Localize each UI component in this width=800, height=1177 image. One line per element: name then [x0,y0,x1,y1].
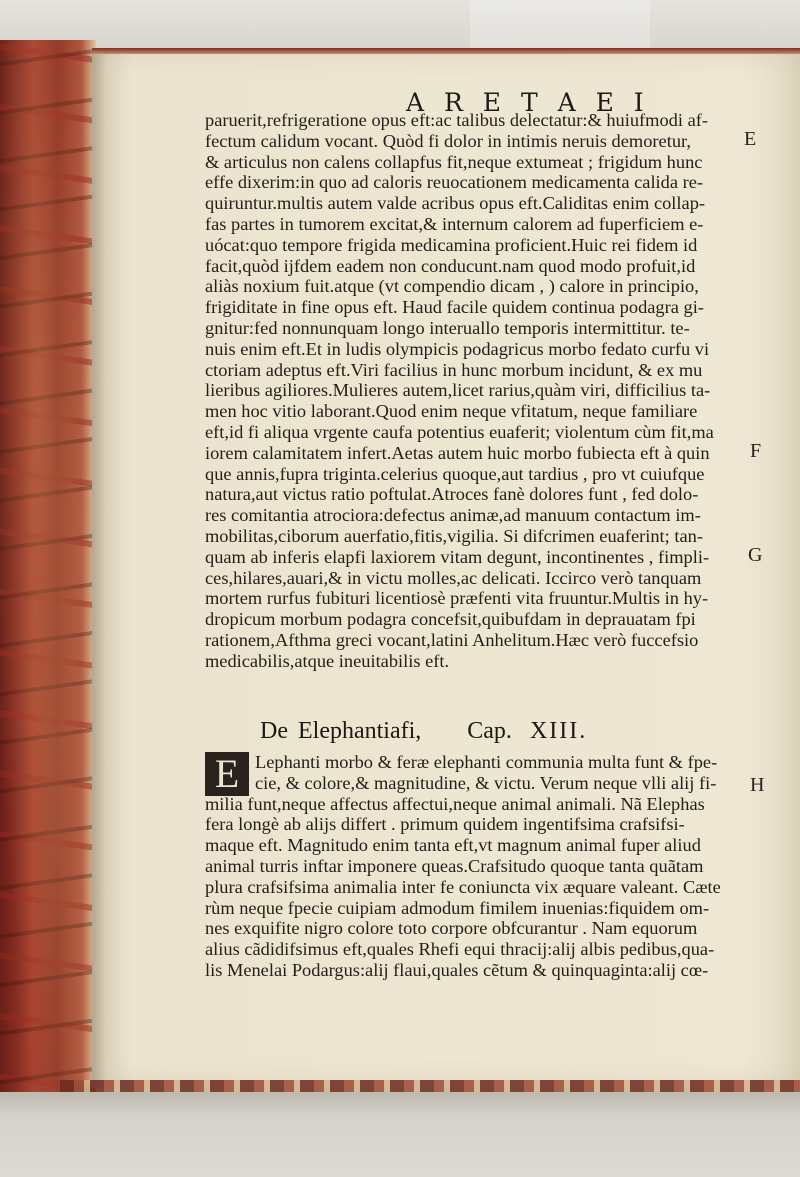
text-line: alius cãdidifsimus eft,quales Rhefi equi thracij:alij albis pedibus,qua- [205,939,715,960]
text-line: men hoc vitio laborant.Quod enim neque vfitatum, neque familiare [205,401,698,422]
margin-letter-f: F [750,440,762,462]
text-line: mobilitas,ciborum auerfatio,fitis,vigilia. Si difcrimen euaferint; tan- [205,525,703,546]
margin-letter-g: G [748,544,763,566]
text-line: effe dixerim:in quo ad caloris reuocationem medicamenta calida re- [205,172,704,193]
chapter-cap-label: Cap. [467,718,512,744]
text-line: lieribus agiliores.Mulieres autem,licet rarius,quàm viri, difficilius ta- [205,380,711,401]
scan-bottom-margin [0,1092,800,1177]
text-line: iorem calamitatem infert.Aetas autem huic morbo fubiecta eft à quin [205,442,710,463]
scan-top-margin [0,0,800,52]
chapter-number: XIII. [529,718,588,744]
text-line: que annis,fupra triginta.celerius quoque,aut tardius , pro vt cuiufque [205,463,705,484]
book-bottom-edge [60,1080,800,1092]
text-line: nes exquifite nigro colore toto corpore obfcurantur . Nam equorum [205,918,698,939]
text-line: fas partes in tumorem excitat,& internum calorem ad fuperficiem e- [205,213,704,234]
text-line: cie, & colore,& magnitudine, & victu. Verum neque vlli alij fi- [255,772,717,793]
chapter-title: De Elephantiafi, [260,718,422,744]
text-line: mortem rurfus fubituri licentiosè præfenti vita fruuntur.Multis in hy- [205,588,709,609]
text-line: plura crafsifsima animalia inter fe coniuncta vix æquare valeant. Cæte [205,876,721,897]
text-line: dropicum morbum podagra concefsit,quibufdam in deprauatam fpi [205,609,696,630]
chapter-text-block [205,752,735,981]
text-line: milia funt,neque affectus affectui,neque animal animali. Nã Elephas [205,793,705,814]
text-line: natura,aut victus ratio poftulat.Atroces fanè dolores funt , fed dolo- [205,484,699,505]
drop-capital: E [205,752,249,796]
text-line: gnitur:fed nonnunquam longo interuallo temporis intermittitur. te- [205,317,690,338]
text-line: & articulus non calens collapfus fit,neque extumeat ; frigidum hunc [205,151,703,172]
running-head: A R E T A E I [406,88,650,117]
paste-mark [470,0,650,52]
margin-letter-h: H [750,774,765,796]
text-line: Lephanti morbo & feræ elephanti communia multa funt & fpe- [255,752,718,772]
page-top-edge [92,48,800,54]
text-line: eft,id fi aliqua vrgente caufa potentius euaferit; violentum cùm fit,ma [205,421,714,442]
text-line: facit,quòd ijfdem eadem non conducunt.nam quod modo profuit,id [205,255,696,276]
book-binding-edge [0,40,96,1110]
text-line: maque eft. Magnitudo enim tanta eft,vt magnum animal fuper aliud [205,835,701,856]
chapter-heading [260,718,587,745]
margin-letter-e: E [744,128,757,150]
text-line: paruerit,refrigeratione opus eft:ac talibus delectatur:& huiufmodi af- [205,110,708,130]
text-line: animal turris inftar imponere queas.Crafsitudo quoque tanta quãtam [205,855,704,876]
text-line: frigiditate in fine opus eft. Haud facile quidem continua podagra gi- [205,297,704,318]
text-line: ctoriam adeptus eft.Viri facilius in hunc morbum incidunt, & ex mu [205,359,703,380]
text-line: rùm neque fpecie cuipiam admodum fimilem inuenias:fiquidem om- [205,897,710,918]
text-line: ces,hilares,auari,& in victu molles,ac delicati. Iccirco verò tanquam [205,567,702,588]
text-line: uócat:quo tempore frigida medicamina proficient.Huic rei fidem id [205,234,698,255]
text-line: fera longè ab alijs differt . primum quidem ingentifsima crafsifsi- [205,814,685,835]
text-line: quiruntur.multis autem valde acribus opus eft.Caliditas enim collap- [205,193,706,214]
text-line: nuis enim eft.Et in ludis olympicis podagricus morbo fedato curfu vi [205,338,710,359]
text-line: rationem,Afthma greci vocant,latini Anhelitum.Hæc verò fuccefsio [205,629,699,650]
text-line: aliàs noxium fuit.atque (vt compendio dicam , ) calore in principio, [205,276,699,297]
main-text-block [205,110,735,672]
text-line: lis Menelai Podargus:alij flaui,quales cẽtum & quinquaginta:alij cœ- [205,959,709,980]
text-line: fectum calidum vocant. Quòd fi dolor in intimis neruis demoretur, [205,130,691,151]
text-line: medicabilis,atque ineuitabilis eft. [205,650,450,671]
text-line: res comitantia atrociora:defectus animæ,ad manuum contactum im- [205,505,701,526]
text-line: quam ab inferis elapfi laxiorem vitam degunt, incontinentes , fimpli- [205,546,710,567]
